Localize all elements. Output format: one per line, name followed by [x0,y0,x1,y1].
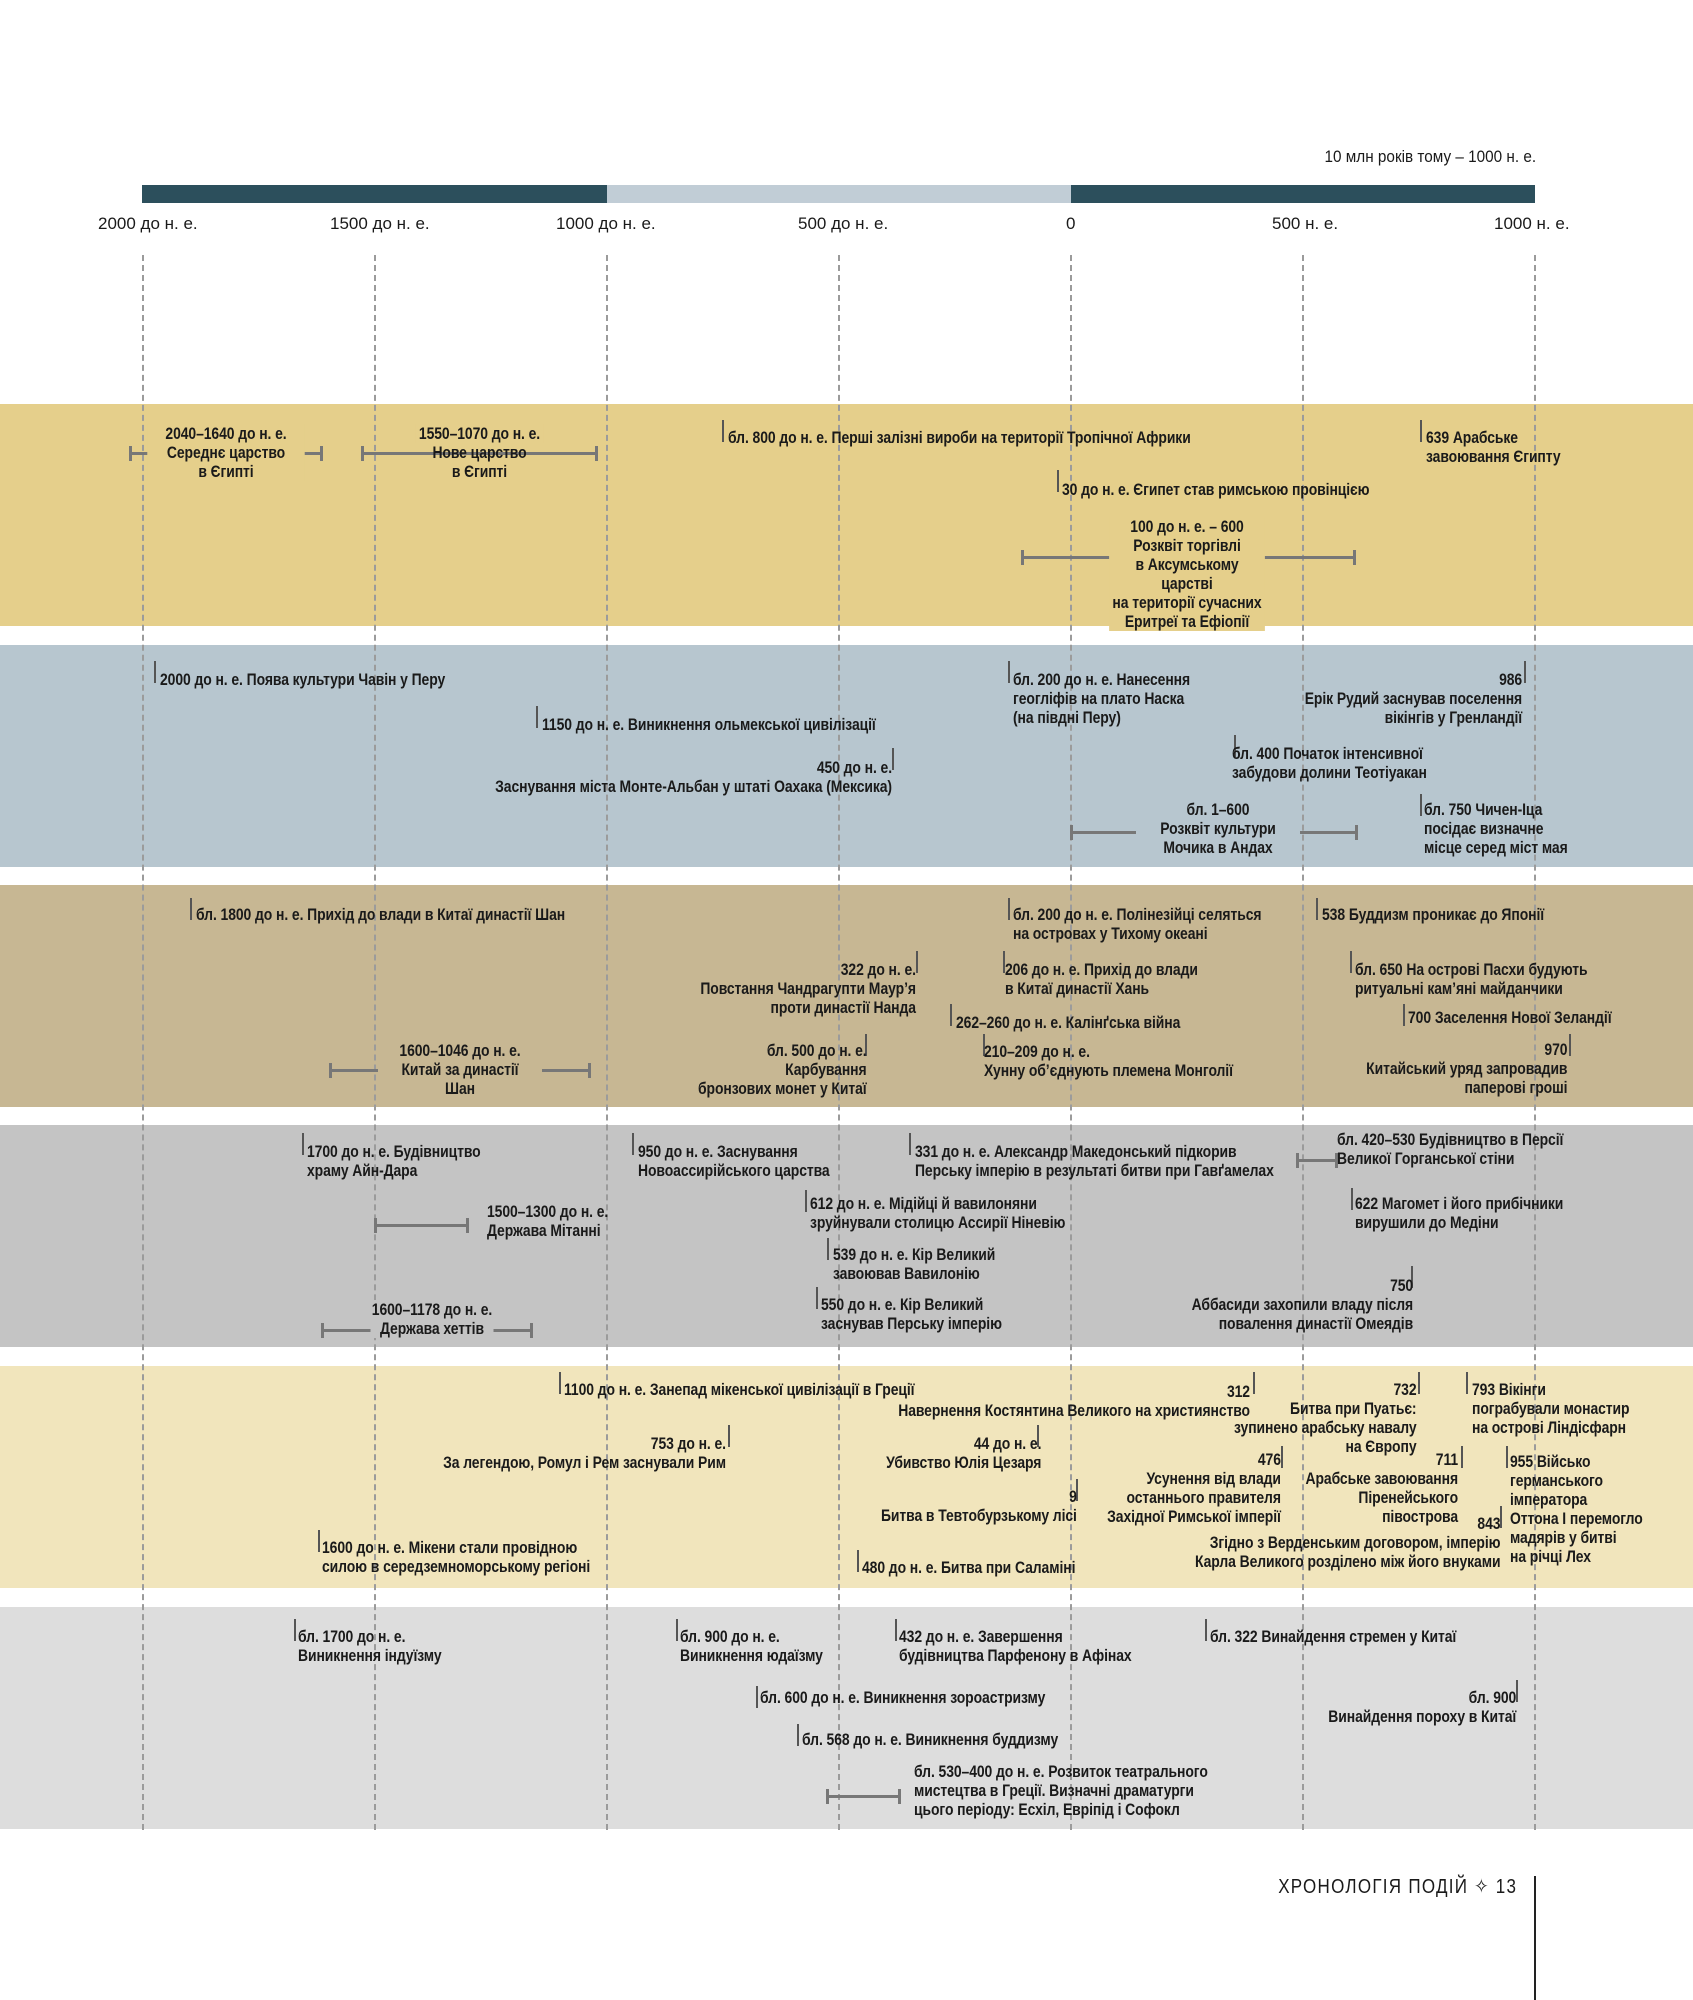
event: бл. 750 Чичен-Іца посідає визначне місце серед міст мая [1424,800,1568,857]
event-marker [302,1133,304,1155]
grid-line [606,255,608,1830]
range-label: 10 млн років тому – 1000 н. е. [1324,147,1536,166]
event: 331 до н. е. Александр Македонський підкорив Перську імперію в результаті битви при Гавґамелах [915,1142,1274,1180]
event: бл. 420–530 Будівництво в Персії Великої Горганської стіни [1337,1130,1564,1168]
event-marker [294,1619,296,1641]
event: 476 Усунення від влади останнього правителя Західної Римської імперії [1107,1450,1281,1526]
tick-label: 2000 до н. е. [98,214,198,233]
event-marker [559,1372,561,1394]
event: 622 Магомет і його прибічники вирушили до Медіни [1355,1194,1564,1232]
tick-label: 500 н. е. [1272,214,1339,233]
tick-label: 0 [1066,214,1076,233]
event: бл. 650 На острові Пасхи будують ритуальні кам’яні майданчики [1355,960,1588,998]
scale-bar-light [607,185,1071,203]
event-marker [1351,1188,1353,1210]
event: 750 Аббасиди захопили владу після повалення династії Омеядів [1191,1276,1413,1333]
page-number: 13 [1495,1876,1517,1898]
event-marker [1466,1372,1468,1394]
event: 206 до н. е. Прихід до влади в Китаї династії Хань [1005,960,1198,998]
event: 450 до н. е. Заснування міста Монте-Альбан у штаті Оахака (Мексика) [495,758,892,796]
range-bar [375,1224,468,1227]
event-marker [1281,1446,1283,1468]
event-marker [756,1686,758,1708]
event: 955 Військо германського імператора Оттона I перемогло мадярів у битві на річці Лех [1510,1452,1643,1566]
event-marker [676,1619,678,1641]
event: 711 Арабське завоювання Піренейського півострова [1305,1450,1458,1526]
event: 480 до н. е. Битва при Саламіні [862,1558,1076,1577]
event: бл. 1–600 Розквіт культури Мочика в Андах [1136,800,1300,857]
range-bar [1297,1159,1337,1162]
event-marker [1420,420,1422,442]
event: 9 Битва в Тевтобурзькому лісі [881,1487,1077,1525]
event-marker [805,1190,807,1212]
event: бл. 530–400 до н. е. Розвиток театрального мистецтва в Греції. Визначні драматурги цього періоду: Есхіл, Евріпід і Софокл [914,1762,1208,1819]
event: 550 до н. е. Кір Великий заснував Перську імперію [821,1295,1002,1333]
event: бл. 900 до н. е. Виникнення юдаїзму [680,1627,823,1665]
event-marker [797,1724,799,1746]
event: 843 Згідно з Верденським договором, імперію Карла Великого розділено між його внуками [1194,1514,1500,1571]
event-marker [154,661,156,683]
page-footer [1278,1874,1517,1899]
event-marker [1420,794,1422,816]
event-marker [1418,1372,1420,1394]
star-icon: ✧ [1474,1876,1490,1898]
event: 986 Ерік Рудий заснував поселення вікінгів у Гренландії [1304,670,1522,727]
tick-label: 1500 до н. е. [330,214,430,233]
event-marker [1516,1680,1518,1702]
event: 2000 до н. е. Поява культури Чавін у Перу [160,670,446,689]
event: 100 до н. е. – 600 Розквіт торгівлі в Аксумському царстві на території сучасних Еритреї та Ефіопії [1109,517,1265,631]
event: 700 Заселення Нової Зеландії [1408,1008,1612,1027]
event-marker [318,1530,320,1552]
event: бл. 500 до н. е. Карбування бронзових монет у Китаї [698,1041,867,1098]
scale-bar-dark-right [1071,185,1535,203]
event: бл. 200 до н. е. Нанесення геогліфів на плато Наска (на півдні Перу) [1013,670,1191,727]
event-marker [1569,1034,1571,1056]
event: 432 до н. е. Завершення будівництва Парфенону в Афінах [899,1627,1132,1665]
event: бл. 800 до н. е. Перші залізні вироби на території Тропічної Африки [728,428,1191,447]
event: бл. 900 Винайдення пороху в Китаї [1328,1688,1516,1726]
event: бл. 1700 до н. е. Виникнення індуїзму [298,1627,442,1665]
event-marker [1008,661,1010,683]
event: 753 до н. е. За легендою, Ромул і Рем заснували Рим [443,1434,726,1472]
grid-line [142,255,144,1830]
event: 1600 до н. е. Мікени стали провідною силою в середземноморському регіоні [322,1538,591,1576]
event-marker [1524,661,1526,683]
event-marker [1205,1619,1207,1641]
event: бл. 200 до н. е. Полінезійці селяться на островах у Тихому океані [1013,905,1262,943]
event: 1600–1178 до н. е. Держава хеттів [371,1300,493,1338]
event-marker [827,1238,829,1260]
section-title: ХРОНОЛОГІЯ ПОДІЙ [1277,1876,1469,1898]
event: 612 до н. е. Мідійці й вавилоняни зруйнували столицю Ассирії Ніневію [810,1194,1066,1232]
event-marker [857,1550,859,1572]
event: бл. 568 до н. е. Виникнення буддизму [802,1730,1059,1749]
tick-label: 1000 до н. е. [556,214,656,233]
event: 210–209 до н. е. Хунну об’єднують племена Монголії [984,1042,1233,1080]
event-marker [916,951,918,973]
event: 639 Арабське завоювання Єгипту [1426,428,1561,466]
event: 1100 до н. е. Занепад мікенської цивілізації в Греції [564,1380,915,1399]
event-marker [1506,1446,1508,1468]
event: 970 Китайський уряд запровадив паперові гроші [1365,1040,1567,1097]
event-marker [1316,898,1318,920]
event-marker [190,898,192,920]
event: 262–260 до н. е. Калінґська війна [956,1013,1181,1032]
event: 732 Битва при Пуатьє: зупинено арабську навалу на Європу [1233,1380,1416,1456]
event-marker [950,1004,952,1026]
event: 1700 до н. е. Будівництво храму Айн-Дара [307,1142,481,1180]
grid-line [374,255,376,1830]
event: 2040–1640 до н. е. Середнє царство в Єгипті [147,424,304,481]
event-marker [909,1133,911,1155]
event-marker [1403,1004,1405,1026]
scale-bar-dark-left [142,185,607,203]
event-marker [895,1619,897,1641]
event: 793 Вікінги пограбували монастир на острові Ліндісфарн [1472,1380,1630,1437]
event-marker [1350,951,1352,973]
event-marker [1057,470,1059,492]
event: 950 до н. е. Заснування Новоассирійського царства [638,1142,830,1180]
event-marker [1008,898,1010,920]
event: бл. 1800 до н. е. Прихід до влади в Китаї династії Шан [196,905,566,924]
event: 538 Буддизм проникає до Японії [1322,905,1545,924]
event-marker [632,1133,634,1155]
event: 539 до н. е. Кір Великий завоював Вавилонію [833,1245,996,1283]
event: бл. 322 Винайдення стремен у Китаї [1210,1627,1457,1646]
tick-label: 500 до н. е. [798,214,889,233]
event: 30 до н. е. Єгипет став римською провінцією [1062,480,1370,499]
range-bar [827,1795,900,1798]
tick-label: 1000 н. е. [1494,214,1570,233]
footer-rule [1534,1876,1536,2000]
event: 1500–1300 до н. е. Держава Мітанні [487,1202,609,1240]
event: 312 Навернення Костянтина Великого на християнство [898,1382,1250,1420]
event-marker [892,748,894,770]
event: 322 до н. е. Повстання Чандрагупти Маур’я проти династії Нанда [700,960,916,1017]
event: бл. 400 Початок інтенсивної забудови долини Теотіуакан [1232,744,1427,782]
event: 44 до н. е. Убивство Юлія Цезаря [885,1434,1041,1472]
event-marker [1461,1446,1463,1468]
event: 1150 до н. е. Виникнення ольмекської цивілізації [542,715,876,734]
event: 1600–1046 до н. е. Китай за династії Шан [378,1041,542,1098]
event: бл. 600 до н. е. Виникнення зороастризму [760,1688,1046,1707]
event: 1550–1070 до н. е. Нове царство в Єгипті [383,424,576,481]
event-marker [722,420,724,442]
event-marker [536,706,538,728]
event-marker [816,1287,818,1309]
event-marker [728,1425,730,1447]
